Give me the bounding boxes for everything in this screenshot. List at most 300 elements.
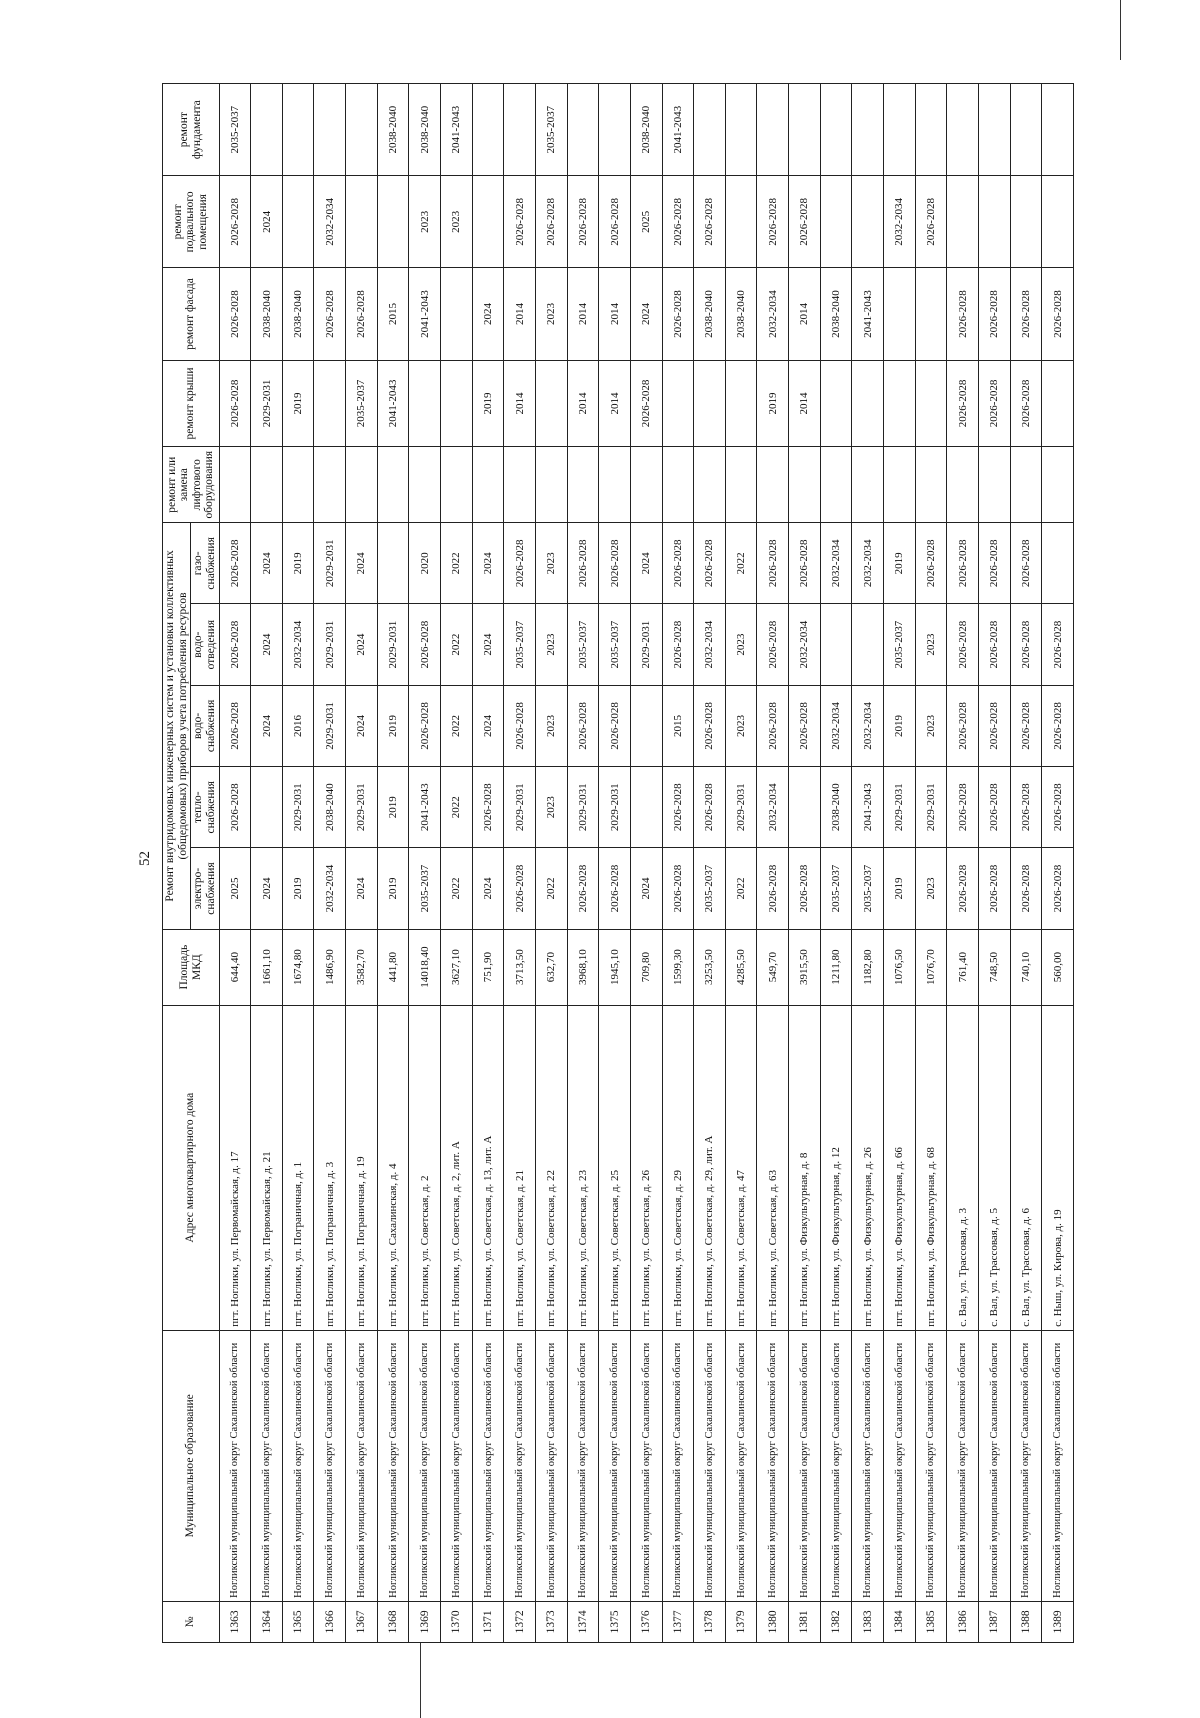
drainage-cell: 2032-2034 [282, 604, 314, 685]
facade-cell: 2023 [535, 268, 567, 360]
drainage-cell: 2026-2028 [947, 604, 979, 685]
municipality-cell: Ногликский муниципальный округ Сахалинской области [947, 1330, 979, 1601]
municipality-cell: Ногликский муниципальный округ Сахалинской области [346, 1330, 378, 1601]
roof-cell: 2014 [504, 360, 536, 447]
facade-cell: 2026-2028 [1042, 268, 1074, 360]
roof-cell [852, 360, 884, 447]
facade-cell: 2041-2043 [409, 268, 441, 360]
elevator-cell [377, 447, 409, 523]
water-cell: 2023 [915, 685, 947, 766]
facade-cell: 2014 [504, 268, 536, 360]
foundation-cell [852, 84, 884, 176]
address-cell: пгт. Ноглики, ул. Первомайская, д. 21 [251, 1005, 283, 1330]
gas-cell: 2026-2028 [978, 523, 1010, 604]
foundation-cell [282, 84, 314, 176]
area-cell: 740,10 [1010, 929, 1042, 1005]
elevator-cell [947, 447, 979, 523]
row-number: 1380 [757, 1601, 789, 1642]
water-cell: 2026-2028 [1010, 685, 1042, 766]
facade-cell [441, 268, 473, 360]
municipality-cell: Ногликский муниципальный округ Сахалинской области [789, 1330, 821, 1601]
row-number: 1369 [409, 1601, 441, 1642]
drainage-cell: 2032-2034 [789, 604, 821, 685]
heating-cell: 2029-2031 [346, 767, 378, 848]
foundation-cell [599, 84, 631, 176]
elevator-cell [1042, 447, 1074, 523]
table-row [219, 84, 251, 1643]
electricity-cell: 2019 [282, 848, 314, 929]
gas-cell: 2026-2028 [789, 523, 821, 604]
electricity-cell: 2019 [884, 848, 916, 929]
basement-cell: 2026-2028 [789, 176, 821, 268]
water-cell: 2026-2028 [694, 685, 726, 766]
elevator-cell [852, 447, 884, 523]
facade-cell: 2041-2043 [852, 268, 884, 360]
table-body [219, 84, 1073, 1643]
address-cell: пгт. Ноглики, ул. Советская, д. 29 [662, 1005, 694, 1330]
elevator-cell [630, 447, 662, 523]
basement-cell [852, 176, 884, 268]
row-number: 1385 [915, 1601, 947, 1642]
foundation-cell [820, 84, 852, 176]
drainage-cell: 2026-2028 [1010, 604, 1042, 685]
roof-cell: 2026-2028 [947, 360, 979, 447]
foundation-cell [314, 84, 346, 176]
table-row [1010, 84, 1042, 1643]
heating-cell: 2029-2031 [282, 767, 314, 848]
water-cell: 2026-2028 [599, 685, 631, 766]
foundation-cell [346, 84, 378, 176]
electricity-cell: 2022 [441, 848, 473, 929]
header-foundation: ремонт фундамента [163, 84, 220, 176]
row-number: 1379 [725, 1601, 757, 1642]
foundation-cell: 2038-2040 [409, 84, 441, 176]
area-cell: 3968,10 [567, 929, 599, 1005]
row-number: 1386 [947, 1601, 979, 1642]
roof-cell: 2026-2028 [978, 360, 1010, 447]
basement-cell: 2026-2028 [757, 176, 789, 268]
roof-cell: 2019 [757, 360, 789, 447]
heating-cell: 2038-2040 [314, 767, 346, 848]
heating-cell: 2023 [535, 767, 567, 848]
gas-cell: 2026-2028 [599, 523, 631, 604]
roof-cell [409, 360, 441, 447]
table-row [757, 84, 789, 1643]
gas-cell: 2026-2028 [504, 523, 536, 604]
header-roof: ремонт крыши [163, 360, 220, 447]
repair-schedule-table [162, 83, 1074, 1643]
elevator-cell [915, 447, 947, 523]
drainage-cell: 2032-2034 [694, 604, 726, 685]
drainage-cell: 2035-2037 [504, 604, 536, 685]
area-cell: 3582,70 [346, 929, 378, 1005]
municipality-cell: Ногликский муниципальный округ Сахалинской области [535, 1330, 567, 1601]
row-number: 1378 [694, 1601, 726, 1642]
foundation-cell [567, 84, 599, 176]
municipality-cell: Ногликский муниципальный округ Сахалинской области [504, 1330, 536, 1601]
area-cell: 1486,90 [314, 929, 346, 1005]
row-number: 1376 [630, 1601, 662, 1642]
header-water: водо-снабжения [191, 685, 219, 766]
table-row [789, 84, 821, 1643]
gas-cell: 2032-2034 [852, 523, 884, 604]
header-heating: тепло-снабжения [191, 767, 219, 848]
roof-cell [662, 360, 694, 447]
area-cell: 1182,80 [852, 929, 884, 1005]
area-cell: 3253,50 [694, 929, 726, 1005]
table-row [662, 84, 694, 1643]
scan-edge-mark [1120, 0, 1121, 60]
electricity-cell: 2026-2028 [662, 848, 694, 929]
area-cell: 644,40 [219, 929, 251, 1005]
heating-cell: 2038-2040 [820, 767, 852, 848]
elevator-cell [694, 447, 726, 523]
gas-cell: 2032-2034 [820, 523, 852, 604]
gas-cell: 2026-2028 [915, 523, 947, 604]
electricity-cell: 2026-2028 [567, 848, 599, 929]
area-cell: 549,70 [757, 929, 789, 1005]
table-row [409, 84, 441, 1643]
elevator-cell [409, 447, 441, 523]
water-cell: 2026-2028 [978, 685, 1010, 766]
drainage-cell: 2024 [251, 604, 283, 685]
water-cell: 2026-2028 [567, 685, 599, 766]
roof-cell [725, 360, 757, 447]
basement-cell [1010, 176, 1042, 268]
electricity-cell: 2026-2028 [1010, 848, 1042, 929]
heating-cell: 2029-2031 [599, 767, 631, 848]
water-cell: 2019 [377, 685, 409, 766]
facade-cell [884, 268, 916, 360]
address-cell: с. Вал, ул. Трассовая, д. 3 [947, 1005, 979, 1330]
elevator-cell [472, 447, 504, 523]
address-cell: пгт. Ноглики, ул. Пограничная, д. 19 [346, 1005, 378, 1330]
basement-cell [978, 176, 1010, 268]
electricity-cell: 2024 [630, 848, 662, 929]
area-cell: 4285,50 [725, 929, 757, 1005]
foundation-cell [915, 84, 947, 176]
foundation-cell: 2038-2040 [630, 84, 662, 176]
basement-cell: 2032-2034 [884, 176, 916, 268]
municipality-cell: Ногликский муниципальный округ Сахалинской области [662, 1330, 694, 1601]
municipality-cell: Ногликский муниципальный округ Сахалинской области [694, 1330, 726, 1601]
heating-cell: 2026-2028 [694, 767, 726, 848]
elevator-cell [662, 447, 694, 523]
roof-cell: 2019 [282, 360, 314, 447]
drainage-cell: 2026-2028 [409, 604, 441, 685]
table-row [599, 84, 631, 1643]
foundation-cell: 2038-2040 [377, 84, 409, 176]
water-cell: 2019 [884, 685, 916, 766]
electricity-cell: 2022 [725, 848, 757, 929]
gas-cell: 2024 [630, 523, 662, 604]
water-cell: 2029-2031 [314, 685, 346, 766]
row-number: 1366 [314, 1601, 346, 1642]
header-drainage: водо-отведения [191, 604, 219, 685]
roof-cell [314, 360, 346, 447]
facade-cell: 2026-2028 [947, 268, 979, 360]
address-cell: пгт. Ноглики, ул. Физкультурная, д. 8 [789, 1005, 821, 1330]
roof-cell: 2041-2043 [377, 360, 409, 447]
heating-cell: 2026-2028 [662, 767, 694, 848]
header-electricity: электро-снабжения [191, 848, 219, 929]
table-row [1042, 84, 1074, 1643]
elevator-cell [314, 447, 346, 523]
elevator-cell [441, 447, 473, 523]
electricity-cell: 2024 [251, 848, 283, 929]
facade-cell: 2026-2028 [1010, 268, 1042, 360]
basement-cell: 2032-2034 [314, 176, 346, 268]
basement-cell: 2026-2028 [535, 176, 567, 268]
row-number: 1375 [599, 1601, 631, 1642]
gas-cell: 2020 [409, 523, 441, 604]
row-number: 1387 [978, 1601, 1010, 1642]
table-row [694, 84, 726, 1643]
table-row [947, 84, 979, 1643]
table-row [630, 84, 662, 1643]
electricity-cell: 2035-2037 [694, 848, 726, 929]
table-row [472, 84, 504, 1643]
header-address: Адрес многоквартирного дома [163, 1005, 220, 1330]
address-cell: пгт. Ноглики, ул. Физкультурная, д. 12 [820, 1005, 852, 1330]
roof-cell [441, 360, 473, 447]
facade-cell: 2026-2028 [219, 268, 251, 360]
municipality-cell: Ногликский муниципальный округ Сахалинской области [757, 1330, 789, 1601]
municipality-cell: Ногликский муниципальный округ Сахалинской области [377, 1330, 409, 1601]
address-cell: пгт. Ноглики, ул. Советская, д. 22 [535, 1005, 567, 1330]
electricity-cell: 2026-2028 [504, 848, 536, 929]
area-cell: 748,50 [978, 929, 1010, 1005]
facade-cell: 2038-2040 [282, 268, 314, 360]
drainage-cell: 2026-2028 [1042, 604, 1074, 685]
foundation-cell [978, 84, 1010, 176]
roof-cell [1042, 360, 1074, 447]
table-row [915, 84, 947, 1643]
area-cell: 1076,70 [915, 929, 947, 1005]
area-cell: 560,00 [1042, 929, 1074, 1005]
basement-cell [820, 176, 852, 268]
area-cell: 761,40 [947, 929, 979, 1005]
gas-cell: 2022 [441, 523, 473, 604]
water-cell: 2022 [441, 685, 473, 766]
foundation-cell [504, 84, 536, 176]
water-cell: 2026-2028 [219, 685, 251, 766]
address-cell: пгт. Ноглики, ул. Пограничная, д. 1 [282, 1005, 314, 1330]
basement-cell [947, 176, 979, 268]
basement-cell [346, 176, 378, 268]
area-cell: 1945,10 [599, 929, 631, 1005]
foundation-cell: 2035-2037 [535, 84, 567, 176]
roof-cell [535, 360, 567, 447]
basement-cell [377, 176, 409, 268]
water-cell: 2024 [346, 685, 378, 766]
drainage-cell: 2029-2031 [377, 604, 409, 685]
gas-cell: 2022 [725, 523, 757, 604]
facade-cell: 2038-2040 [820, 268, 852, 360]
facade-cell: 2026-2028 [662, 268, 694, 360]
municipality-cell: Ногликский муниципальный округ Сахалинской области [282, 1330, 314, 1601]
area-cell: 632,70 [535, 929, 567, 1005]
heating-cell: 2026-2028 [219, 767, 251, 848]
area-cell: 1599,30 [662, 929, 694, 1005]
roof-cell: 2029-2031 [251, 360, 283, 447]
row-number: 1372 [504, 1601, 536, 1642]
drainage-cell: 2024 [346, 604, 378, 685]
facade-cell: 2032-2034 [757, 268, 789, 360]
municipality-cell: Ногликский муниципальный округ Сахалинской области [251, 1330, 283, 1601]
table-row [884, 84, 916, 1643]
row-number: 1377 [662, 1601, 694, 1642]
header-systems-group: Ремонт внутридомовых инженерных систем и установки коллективных (общедомовых) приборов учета потребления ресурсов [163, 523, 191, 929]
electricity-cell: 2026-2028 [978, 848, 1010, 929]
roof-cell [884, 360, 916, 447]
header-row-1 [163, 84, 191, 1643]
drainage-cell: 2035-2037 [567, 604, 599, 685]
header-basement: ремонт подвального помещения [163, 176, 220, 268]
facade-cell: 2026-2028 [346, 268, 378, 360]
basement-cell [472, 176, 504, 268]
gas-cell: 2026-2028 [1010, 523, 1042, 604]
address-cell: пгт. Ноглики, ул. Физкультурная, д. 68 [915, 1005, 947, 1330]
heating-cell: 2026-2028 [1010, 767, 1042, 848]
water-cell: 2023 [725, 685, 757, 766]
water-cell: 2026-2028 [504, 685, 536, 766]
page-number: 52 [137, 851, 153, 866]
heating-cell: 2041-2043 [852, 767, 884, 848]
water-cell: 2026-2028 [409, 685, 441, 766]
water-cell: 2032-2034 [852, 685, 884, 766]
electricity-cell: 2023 [915, 848, 947, 929]
basement-cell [1042, 176, 1074, 268]
water-cell: 2026-2028 [947, 685, 979, 766]
area-cell: 751,90 [472, 929, 504, 1005]
facade-cell: 2014 [599, 268, 631, 360]
facade-cell: 2024 [472, 268, 504, 360]
roof-cell: 2035-2037 [346, 360, 378, 447]
heating-cell: 2026-2028 [472, 767, 504, 848]
elevator-cell [789, 447, 821, 523]
table-row [567, 84, 599, 1643]
row-number: 1389 [1042, 1601, 1074, 1642]
drainage-cell: 2022 [441, 604, 473, 685]
address-cell: пгт. Ноглики, ул. Советская, д. 2, лит. А [441, 1005, 473, 1330]
electricity-cell: 2035-2037 [820, 848, 852, 929]
facade-cell: 2038-2040 [694, 268, 726, 360]
basement-cell: 2026-2028 [599, 176, 631, 268]
row-number: 1381 [789, 1601, 821, 1642]
foundation-cell [472, 84, 504, 176]
heating-cell: 2029-2031 [915, 767, 947, 848]
area-cell: 14018,40 [409, 929, 441, 1005]
municipality-cell: Ногликский муниципальный округ Сахалинской области [567, 1330, 599, 1601]
address-cell: пгт. Ноглики, ул. Физкультурная, д. 66 [884, 1005, 916, 1330]
electricity-cell: 2024 [472, 848, 504, 929]
foundation-cell [1042, 84, 1074, 176]
municipality-cell: Ногликский муниципальный округ Сахалинской области [1010, 1330, 1042, 1601]
heating-cell: 2029-2031 [567, 767, 599, 848]
row-number: 1365 [282, 1601, 314, 1642]
address-cell: пгт. Ноглики, ул. Первомайская, д. 17 [219, 1005, 251, 1330]
elevator-cell [1010, 447, 1042, 523]
address-cell: с. Вал, ул. Трассовая, д. 6 [1010, 1005, 1042, 1330]
facade-cell: 2038-2040 [251, 268, 283, 360]
basement-cell [725, 176, 757, 268]
address-cell: пгт. Ноглики, ул. Советская, д. 25 [599, 1005, 631, 1330]
municipality-cell: Ногликский муниципальный округ Сахалинской области [630, 1330, 662, 1601]
drainage-cell: 2029-2031 [630, 604, 662, 685]
elevator-cell [884, 447, 916, 523]
gas-cell: 2026-2028 [567, 523, 599, 604]
area-cell: 1211,80 [820, 929, 852, 1005]
elevator-cell [251, 447, 283, 523]
basement-cell: 2023 [409, 176, 441, 268]
address-cell: пгт. Ноглики, ул. Пограничная, д. 3 [314, 1005, 346, 1330]
table-row [377, 84, 409, 1643]
row-number: 1373 [535, 1601, 567, 1642]
foundation-cell [757, 84, 789, 176]
scan-edge-mark [420, 1643, 421, 1718]
gas-cell: 2026-2028 [219, 523, 251, 604]
elevator-cell [820, 447, 852, 523]
area-cell: 3627,10 [441, 929, 473, 1005]
row-number: 1384 [884, 1601, 916, 1642]
municipality-cell: Ногликский муниципальный округ Сахалинской области [852, 1330, 884, 1601]
row-number: 1383 [852, 1601, 884, 1642]
row-number: 1364 [251, 1601, 283, 1642]
table-row [346, 84, 378, 1643]
electricity-cell: 2026-2028 [947, 848, 979, 929]
municipality-cell: Ногликский муниципальный округ Сахалинской области [725, 1330, 757, 1601]
municipality-cell: Ногликский муниципальный округ Сахалинской области [820, 1330, 852, 1601]
area-cell: 1674,80 [282, 929, 314, 1005]
municipality-cell: Ногликский муниципальный округ Сахалинской области [915, 1330, 947, 1601]
heating-cell [251, 767, 283, 848]
area-cell: 3713,50 [504, 929, 536, 1005]
foundation-cell [251, 84, 283, 176]
table-row [504, 84, 536, 1643]
drainage-cell: 2026-2028 [978, 604, 1010, 685]
water-cell: 2024 [251, 685, 283, 766]
foundation-cell: 2041-2043 [662, 84, 694, 176]
drainage-cell: 2023 [725, 604, 757, 685]
municipality-cell: Ногликский муниципальный округ Сахалинской области [472, 1330, 504, 1601]
electricity-cell: 2024 [346, 848, 378, 929]
electricity-cell: 2035-2037 [852, 848, 884, 929]
area-cell: 1661,10 [251, 929, 283, 1005]
roof-cell: 2019 [472, 360, 504, 447]
header-municipality: Муниципальное образование [163, 1330, 220, 1601]
municipality-cell: Ногликский муниципальный округ Сахалинской области [978, 1330, 1010, 1601]
drainage-cell: 2023 [915, 604, 947, 685]
area-cell: 709,80 [630, 929, 662, 1005]
gas-cell: 2026-2028 [662, 523, 694, 604]
water-cell [630, 685, 662, 766]
address-cell: с. Вал, ул. Трассовая, д. 5 [978, 1005, 1010, 1330]
municipality-cell: Ногликский муниципальный округ Сахалинской области [219, 1330, 251, 1601]
basement-cell: 2026-2028 [915, 176, 947, 268]
heating-cell: 2029-2031 [884, 767, 916, 848]
heating-cell: 2022 [441, 767, 473, 848]
header-facade: ремонт фасада [163, 268, 220, 360]
foundation-cell: 2035-2037 [219, 84, 251, 176]
heating-cell: 2019 [377, 767, 409, 848]
foundation-cell [1010, 84, 1042, 176]
foundation-cell [694, 84, 726, 176]
gas-cell [1042, 523, 1074, 604]
facade-cell [915, 268, 947, 360]
electricity-cell: 2025 [219, 848, 251, 929]
basement-cell: 2026-2028 [219, 176, 251, 268]
